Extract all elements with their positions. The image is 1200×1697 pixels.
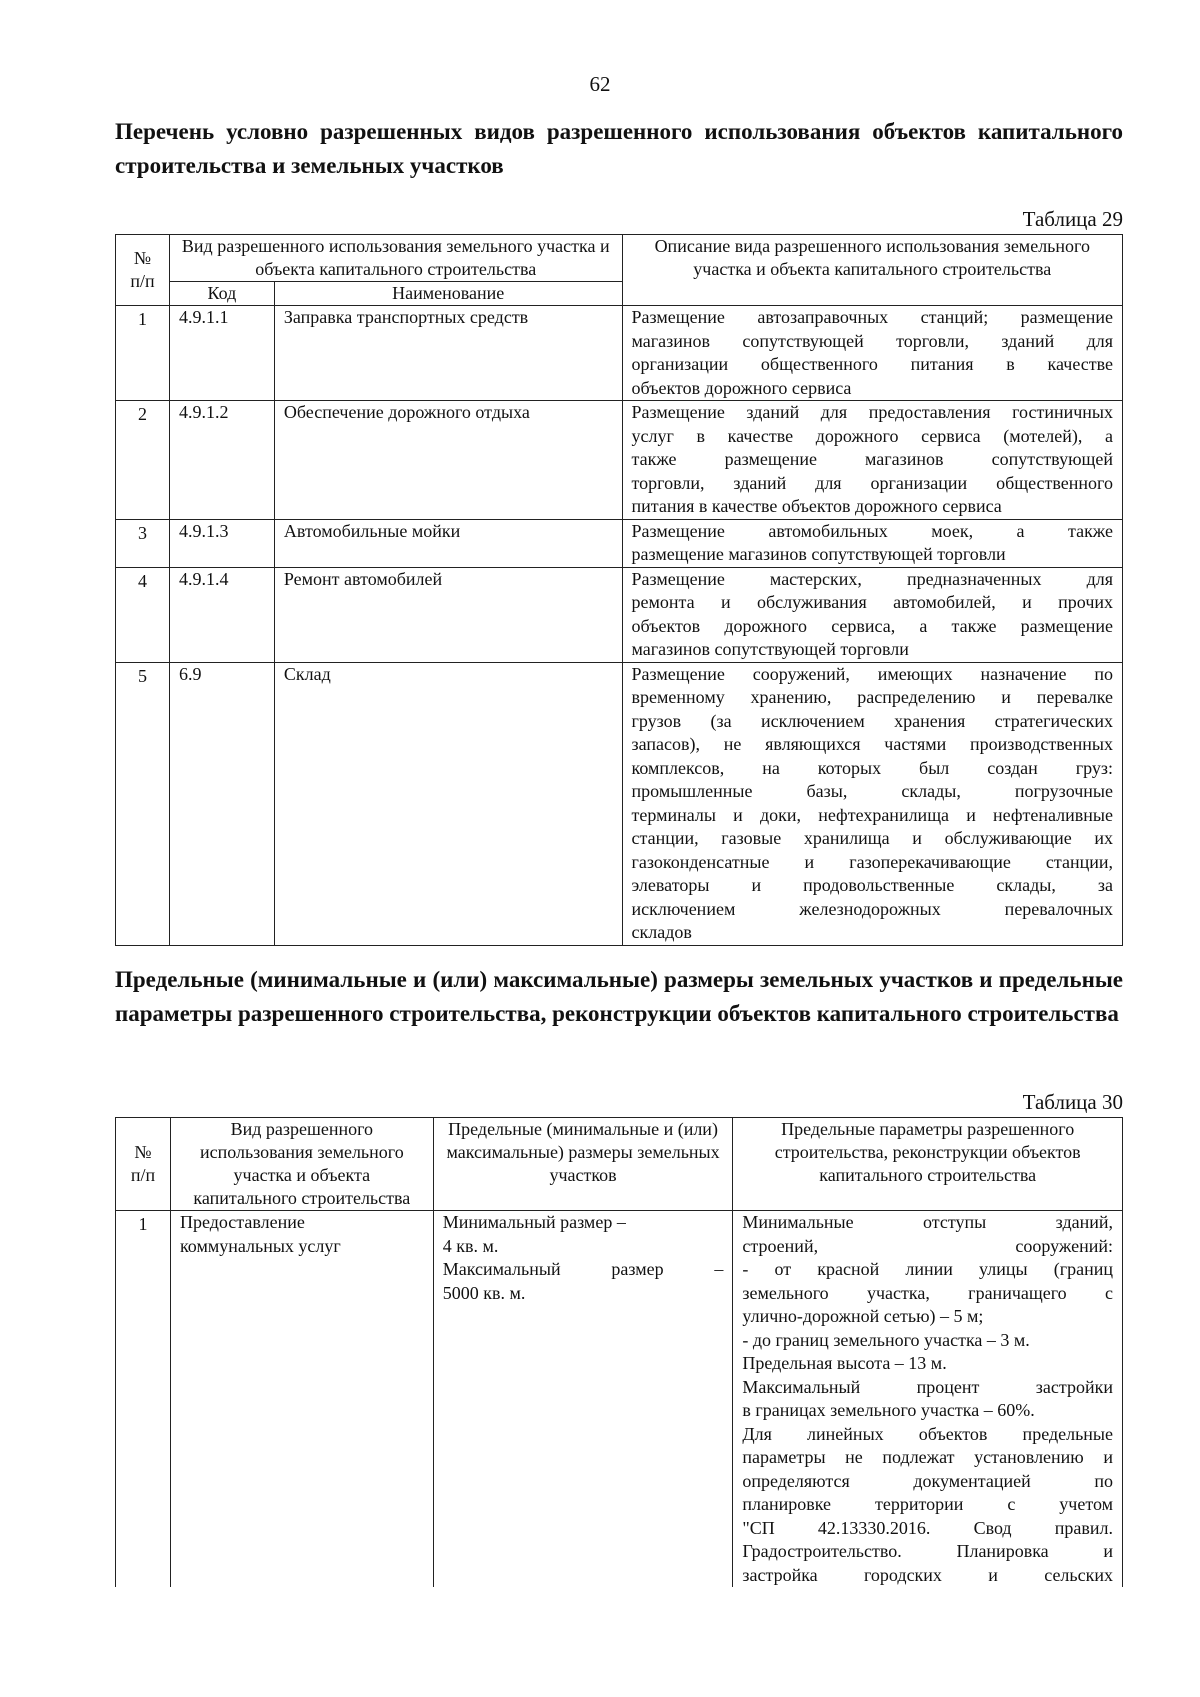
text-line: услуг в качестве дорожного сервиса (мотелей), а bbox=[631, 425, 1113, 446]
row-num: 4 bbox=[116, 567, 170, 662]
table-row bbox=[116, 662, 1123, 945]
row-code: 4.9.1.1 bbox=[169, 306, 274, 401]
text-line: коммунальных услуг bbox=[179, 1235, 341, 1256]
header-name: Наименование bbox=[274, 282, 622, 306]
text-line: объектов дорожного сервиса, а также размещение bbox=[631, 615, 1113, 636]
text-line: 4 кв. м. bbox=[442, 1235, 499, 1256]
row-desc bbox=[622, 401, 1122, 520]
header30-num: № п/п bbox=[116, 1118, 171, 1211]
text-line: улично-дорожной сетью) – 5 м; bbox=[742, 1306, 984, 1326]
text-line: складов bbox=[631, 922, 692, 942]
text-line: Размещение сооружений, имеющих назначение по bbox=[631, 663, 1113, 684]
row-params bbox=[733, 1211, 1123, 1588]
text-line: планировке территории с учетом bbox=[742, 1494, 1113, 1514]
row-sizes bbox=[433, 1211, 733, 1588]
section2-heading: Предельные (минимальные и (или) максимальные) размеры земельных участков и предельные параметры разрешенного строительства, реконструкции объектов капитального строительства bbox=[115, 967, 1123, 1026]
table30-header-row bbox=[116, 1118, 1123, 1211]
row-name: Обеспечение дорожного отдыха bbox=[274, 401, 622, 520]
header-group: Вид разрешенного использования земельного участка и объекта капитального строительства bbox=[169, 235, 622, 282]
text-line: магазинов сопутствующей торговли bbox=[631, 639, 909, 659]
row-desc bbox=[622, 662, 1122, 945]
text-line: Предоставление bbox=[179, 1212, 305, 1232]
text-line: Размещение мастерских, предназначенных для bbox=[631, 568, 1113, 589]
text-line: в границах земельного участка – 60%. bbox=[742, 1400, 1035, 1420]
text-line: элеваторы и продовольственные склады, за bbox=[631, 875, 1113, 895]
table-row bbox=[116, 519, 1123, 567]
table-row bbox=[116, 401, 1123, 520]
header-num: № п/п bbox=[116, 235, 170, 306]
table-row bbox=[116, 306, 1123, 401]
text-line: торговли, зданий для организации общественного bbox=[631, 472, 1113, 493]
table30-body bbox=[116, 1211, 1123, 1588]
text-line: земельного участка, граничащего с bbox=[742, 1282, 1113, 1303]
text-line: терминалы и доки, нефтехранилища и нефтеналивные bbox=[631, 804, 1113, 825]
text-line: временному хранению, распределению и перевалке bbox=[631, 687, 1113, 707]
text-line: газоконденсатные и газоперекачивающие станции, bbox=[631, 851, 1113, 872]
text-line: застройка городских и сельских bbox=[742, 1564, 1113, 1585]
section1-heading: Перечень условно разрешенных видов разрешенного использования объектов капитального строительства и земельных участков bbox=[115, 119, 1123, 178]
text-line: 5000 кв. м. bbox=[442, 1282, 526, 1303]
header-code: Код bbox=[169, 282, 274, 306]
row-code: 6.9 bbox=[169, 662, 274, 945]
page-number: 62 bbox=[589, 72, 611, 96]
row-num: 1 bbox=[116, 306, 170, 401]
table-header-row bbox=[116, 235, 1123, 282]
text-line: определяются документацией по bbox=[742, 1470, 1113, 1491]
text-line: строений, сооружений: bbox=[742, 1235, 1113, 1256]
header30-sizes: Предельные (минимальные и (или) максимальные) размеры земельных участков bbox=[433, 1118, 733, 1211]
text-line: - до границ земельного участка – 3 м. bbox=[742, 1329, 1030, 1350]
text-line: Размещение зданий для предоставления гостиничных bbox=[631, 402, 1113, 422]
text-line: размещение магазинов сопутствующей торговли bbox=[631, 544, 1006, 564]
text-line: также размещение магазинов сопутствующей bbox=[631, 449, 1113, 469]
row-num: 5 bbox=[116, 662, 170, 945]
text-line: Максимальный размер – bbox=[442, 1259, 724, 1279]
text-line: объектов дорожного сервиса bbox=[631, 377, 852, 398]
text-line: запасов), не являющихся частями производственных bbox=[631, 734, 1113, 754]
text-line: Максимальный процент застройки bbox=[742, 1376, 1113, 1397]
row-desc bbox=[622, 567, 1122, 662]
text-line: исключением железнодорожных перевалочных bbox=[631, 898, 1113, 919]
table-29 bbox=[115, 234, 1123, 946]
text-line: Предельная высота – 13 м. bbox=[742, 1353, 947, 1373]
row-num: 3 bbox=[116, 519, 170, 567]
text-line: Минимальный размер – bbox=[442, 1212, 626, 1232]
row-desc bbox=[622, 519, 1122, 567]
text-line: грузов (за исключением хранения стратегических bbox=[631, 710, 1113, 731]
row-name: Заправка транспортных средств bbox=[274, 306, 622, 401]
header30-params: Предельные параметры разрешенного строительства, реконструкции объектов капитального строительства bbox=[733, 1118, 1123, 1211]
text-line: станции, газовые хранилища и обслуживающие их bbox=[631, 828, 1113, 848]
text-line: магазинов сопутствующей торговли, зданий для bbox=[631, 330, 1113, 351]
text-line: Для линейных объектов предельные bbox=[742, 1423, 1113, 1444]
row-code: 4.9.1.2 bbox=[169, 401, 274, 520]
table-row bbox=[116, 567, 1123, 662]
text-line: Размещение автомобильных моек, а также bbox=[631, 520, 1113, 541]
row-desc bbox=[622, 306, 1122, 401]
header30-kind: Вид разрешенного использования земельного участка и объекта капитального строительства bbox=[170, 1118, 433, 1211]
text-line: параметры не подлежат установлению и bbox=[742, 1447, 1113, 1467]
table29-body bbox=[116, 306, 1123, 946]
row-num: 2 bbox=[116, 401, 170, 520]
text-line: питания в качестве объектов дорожного сервиса bbox=[631, 496, 1002, 516]
row-name: Автомобильные мойки bbox=[274, 519, 622, 567]
table30-caption: Таблица 30 bbox=[1022, 1090, 1123, 1114]
text-line: Градостроительство. Планировка и bbox=[742, 1541, 1113, 1561]
table29-caption: Таблица 29 bbox=[1022, 207, 1123, 231]
text-line: ремонта и обслуживания автомобилей, и прочих bbox=[631, 592, 1113, 612]
table-30 bbox=[115, 1117, 1123, 1587]
text-line: организации общественного питания в качестве bbox=[631, 354, 1113, 374]
row-code: 4.9.1.4 bbox=[169, 567, 274, 662]
row-code: 4.9.1.3 bbox=[169, 519, 274, 567]
row-kind bbox=[170, 1211, 433, 1588]
header-desc: Описание вида разрешенного использования земельного участка и объекта капитального строительства bbox=[622, 235, 1122, 306]
text-line: комплексов, на которых был создан груз: bbox=[631, 757, 1113, 778]
text-line: "СП 42.13330.2016. Свод правил. bbox=[742, 1517, 1113, 1538]
text-line: - от красной линии улицы (границ bbox=[742, 1259, 1113, 1279]
text-line: промышленные базы, склады, погрузочные bbox=[631, 781, 1113, 801]
text-line: Размещение автозаправочных станций; размещение bbox=[631, 307, 1113, 327]
text-line: Минимальные отступы зданий, bbox=[742, 1212, 1113, 1232]
row-name: Склад bbox=[274, 662, 622, 945]
row-name: Ремонт автомобилей bbox=[274, 567, 622, 662]
row-num: 1 bbox=[116, 1211, 171, 1588]
table-row bbox=[116, 1211, 1123, 1588]
